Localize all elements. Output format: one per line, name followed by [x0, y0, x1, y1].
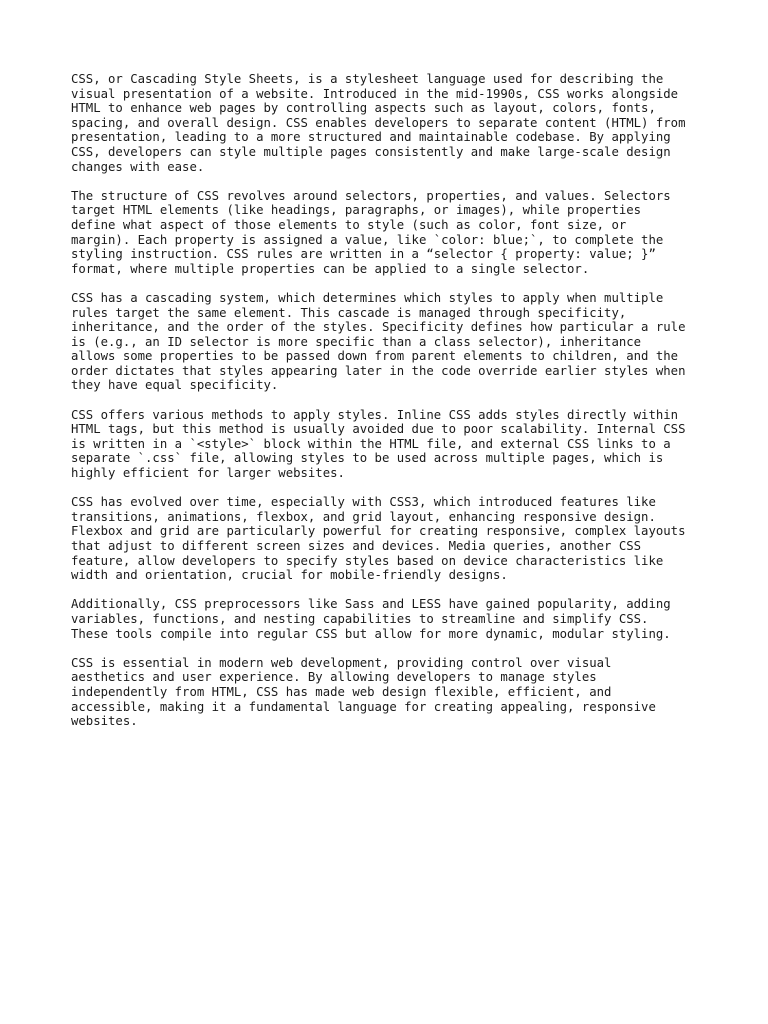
- text-line: width and orientation, crucial for mobile-friendly designs.: [71, 568, 508, 583]
- text-line: presentation, leading to a more structured and maintainable codebase. By applying: [71, 130, 671, 145]
- paragraph: [71, 291, 711, 393]
- text-line: CSS has a cascading system, which determines which styles to apply when multiple: [71, 290, 664, 305]
- text-line: aesthetics and user experience. By allowing developers to manage styles: [71, 670, 597, 685]
- text-line: independently from HTML, CSS has made web design flexible, efficient, and: [71, 684, 612, 699]
- text-line: CSS, or Cascading Style Sheets, is a stylesheet language used for describing the: [71, 72, 664, 86]
- text-line: CSS has evolved over time, especially with CSS3, which introduced features like: [71, 495, 656, 510]
- text-line: spacing, and overall design. CSS enables developers to separate content (HTML) from: [71, 115, 686, 130]
- text-line: transitions, animations, flexbox, and grid layout, enhancing responsive design.: [71, 509, 656, 524]
- text-line: visual presentation of a website. Introduced in the mid-1990s, CSS works alongside: [71, 86, 679, 101]
- text-line: Flexbox and grid are particularly powerful for creating responsive, complex layouts: [71, 524, 686, 539]
- text-line: CSS is essential in modern web development, providing control over visual: [71, 655, 612, 670]
- paragraph: [71, 408, 711, 481]
- document-body: [71, 72, 711, 743]
- paragraph: [71, 189, 711, 277]
- text-line: format, where multiple properties can be applied to a single selector.: [71, 261, 590, 276]
- text-line: The structure of CSS revolves around selectors, properties, and values. Selectors: [71, 188, 671, 203]
- paragraph: [71, 495, 711, 583]
- text-line: highly efficient for larger websites.: [71, 466, 345, 481]
- text-line: target HTML elements (like headings, paragraphs, or images), while properties: [71, 203, 642, 218]
- text-line: CSS offers various methods to apply styles. Inline CSS adds styles directly within: [71, 407, 679, 422]
- text-line: is written in a `<style>` block within the HTML file, and external CSS links to a: [71, 436, 671, 451]
- text-line: margin). Each property is assigned a value, like `color: blue;`, to complete the: [71, 232, 664, 247]
- paragraph: [71, 72, 711, 174]
- text-line: feature, allow developers to specify styles based on device characteristics like: [71, 553, 664, 568]
- text-line: separate `.css` file, allowing styles to be used across multiple pages, which is: [71, 451, 664, 466]
- text-line: rules target the same element. This cascade is managed through specificity,: [71, 305, 627, 320]
- paragraph: [71, 656, 711, 729]
- text-line: order dictates that styles appearing later in the code override earlier styles when: [71, 363, 686, 378]
- text-line: variables, functions, and nesting capabilities to streamline and simplify CSS.: [71, 611, 649, 626]
- text-line: allows some properties to be passed down from parent elements to children, and the: [71, 349, 679, 364]
- text-line: These tools compile into regular CSS but allow for more dynamic, modular styling.: [71, 626, 671, 641]
- text-line: accessible, making it a fundamental language for creating appealing, responsive: [71, 699, 656, 714]
- text-line: CSS, developers can style multiple pages consistently and make large-scale design: [71, 144, 671, 159]
- text-line: inheritance, and the order of the styles. Specificity defines how particular a rule: [71, 320, 686, 335]
- text-line: HTML to enhance web pages by controlling aspects such as layout, colors, fonts,: [71, 101, 656, 116]
- text-line: changes with ease.: [71, 159, 205, 174]
- text-line: HTML tags, but this method is usually avoided due to poor scalability. Internal CSS: [71, 422, 686, 437]
- text-line: that adjust to different screen sizes and devices. Media queries, another CSS: [71, 539, 642, 553]
- text-line: they have equal specificity.: [71, 378, 279, 393]
- text-line: styling instruction. CSS rules are written in a “selector { property: value; }”: [71, 247, 656, 262]
- text-line: websites.: [71, 714, 138, 729]
- text-line: Additionally, CSS preprocessors like Sass and LESS have gained popularity, adding: [71, 597, 671, 612]
- paragraph: [71, 597, 711, 641]
- text-line: is (e.g., an ID selector is more specific than a class selector), inheritance: [71, 334, 642, 349]
- text-line: define what aspect of those elements to style (such as color, font size, or: [71, 217, 627, 232]
